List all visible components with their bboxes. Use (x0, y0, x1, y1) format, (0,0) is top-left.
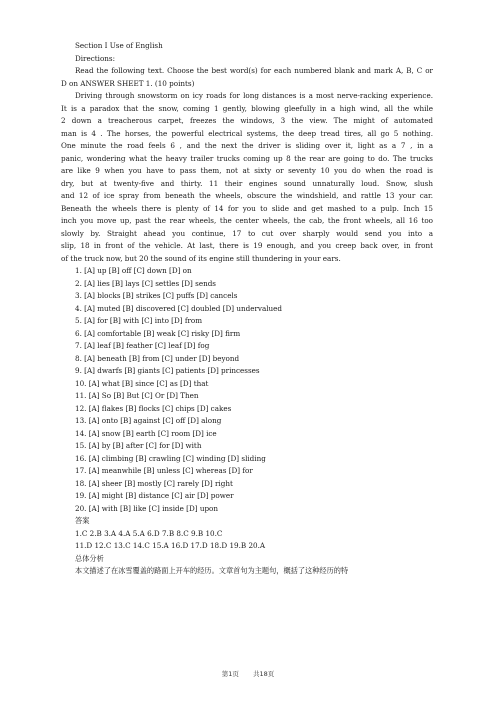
passage-line: and 12 of ice spray from beneath the wheels, obscure the windshield, and rattle 13 your car. (61, 191, 433, 200)
passage-line: of the truck now, but 20 the sound of its engine still thundering in your ears. (61, 253, 341, 263)
option-item: 10. [A] what [B] since [C] as [D] that (75, 378, 209, 388)
option-item: 7. [A] leaf [B] feather [C] leaf [D] fog (75, 341, 210, 350)
passage-line: One minute the road feels 6 , and the next the driver is sliding over it, light as a 7 , in a (61, 141, 433, 150)
option-item: 12. [A] flakes [B] flocks [C] chips [D] cakes (75, 403, 232, 413)
passage-line: Beneath the wheels there is plenty of 14 for you to slide and get mashed to a pulp. Inch 15 (61, 203, 433, 213)
option-item: 5. [A] for [B] with [C] into [D] from (75, 316, 203, 325)
analysis-title: 总体分析 (75, 553, 104, 563)
passage-line: Driving through snowstorm on icy roads for long distances is a most nerve-racking experience. (75, 91, 433, 100)
options-list (61, 265, 433, 515)
option-item: 9. [A] dwarfs [B] giants [C] patients [D] princesses (75, 366, 260, 375)
passage-line: man is 4 . The horses, the powerful electrical systems, the deep tread tires, all go 5 nothing. (61, 128, 433, 138)
option-item: 6. [A] comfortable [B] weak [C] risky [D] firm (75, 328, 241, 338)
analysis-text: 本文描述了在冰雪覆盖的路面上开车的经历。文章首句为主题句，概括了这种经历的特 (75, 566, 349, 575)
answers-line-1: 1.C 2.B 3.A 4.A 5.A 6.D 7.B 8.C 9.B 10.C (75, 528, 223, 538)
option-item: 17. [A] meanwhile [B] unless [C] whereas [D] for (75, 466, 253, 475)
passage (61, 90, 433, 265)
answers-title: 答案 (75, 516, 90, 525)
option-item: 2. [A] lies [B] lays [C] settles [D] sends (75, 278, 216, 288)
document-page (61, 40, 433, 578)
passage-line: It is a paradox that the snow, coming 1 gently, blowing gleefully in a high wind, all the while (61, 103, 433, 113)
option-item: 15. [A] by [B] after [C] for [D] with (75, 441, 202, 450)
option-item: 11. [A] So [B] But [C] Or [D] Then (75, 391, 199, 400)
option-item: 16. [A] climbing [B] crawling [C] winding [D] sliding (75, 453, 266, 463)
passage-line: dry, but at twenty-five and thirty. 11 their engines sound unnaturally loud. Snow, slush (61, 178, 433, 188)
page-number: 第1页 (221, 670, 239, 678)
directions-line-1: Read the following text. Choose the best word(s) for each numbered blank and mark A, B, C or (75, 66, 433, 75)
page-total: 共18页 (252, 670, 275, 678)
option-item: 3. [A] blocks [B] strikes [C] puffs [D] cancels (75, 291, 238, 300)
option-item: 18. [A] sheer [B] mostly [C] rarely [D] right (75, 478, 233, 488)
option-item: 8. [A] beneath [B] from [C] under [D] beyond (75, 353, 240, 363)
option-item: 14. [A] snow [B] earth [C] room [D] ice (75, 428, 217, 438)
passage-line: slip, 18 in front of the vehicle. At last, there is 19 enough, and you creep back over, in front (61, 241, 433, 250)
option-item: 19. [A] might [B] distance [C] air [D] power (75, 491, 234, 500)
passage-line: panic, wondering what the heavy trailer trucks coming up 8 the rear are going to do. The trucks (61, 153, 433, 163)
option-item: 1. [A] up [B] off [C] down [D] on (75, 266, 192, 275)
answers-line-2: 11.D 12.C 13.C 14.C 15.A 16.D 17.D 18.D 19.B 20.A (75, 541, 266, 550)
option-item: 13. [A] onto [B] against [C] off [D] along (75, 416, 222, 425)
option-item: 20. [A] with [B] like [C] inside [D] upon (75, 503, 219, 513)
directions-line-2: D on ANSWER SHEET 1. (10 points) (61, 78, 195, 88)
page-footer (0, 669, 496, 678)
option-item: 4. [A] muted [B] discovered [C] doubled [D] undervalued (75, 303, 283, 313)
passage-line: are like 9 when you have to pass them, not at sixty or seventy 10 you do when the road is (61, 166, 433, 175)
passage-line: slowly by. Straight ahead you continue, 17 to cut over sharply would send you into a (61, 228, 433, 238)
passage-line: inch you move up, past the rear wheels, the center wheels, the cab, the front wheels, all 16 too (61, 216, 433, 225)
directions-title: Directions: (75, 53, 116, 63)
section-heading: Section Ⅰ Use of English (75, 41, 163, 50)
passage-line: 2 down a treacherous carpet, freezes the windows, 3 the view. The might of automated (61, 116, 433, 125)
